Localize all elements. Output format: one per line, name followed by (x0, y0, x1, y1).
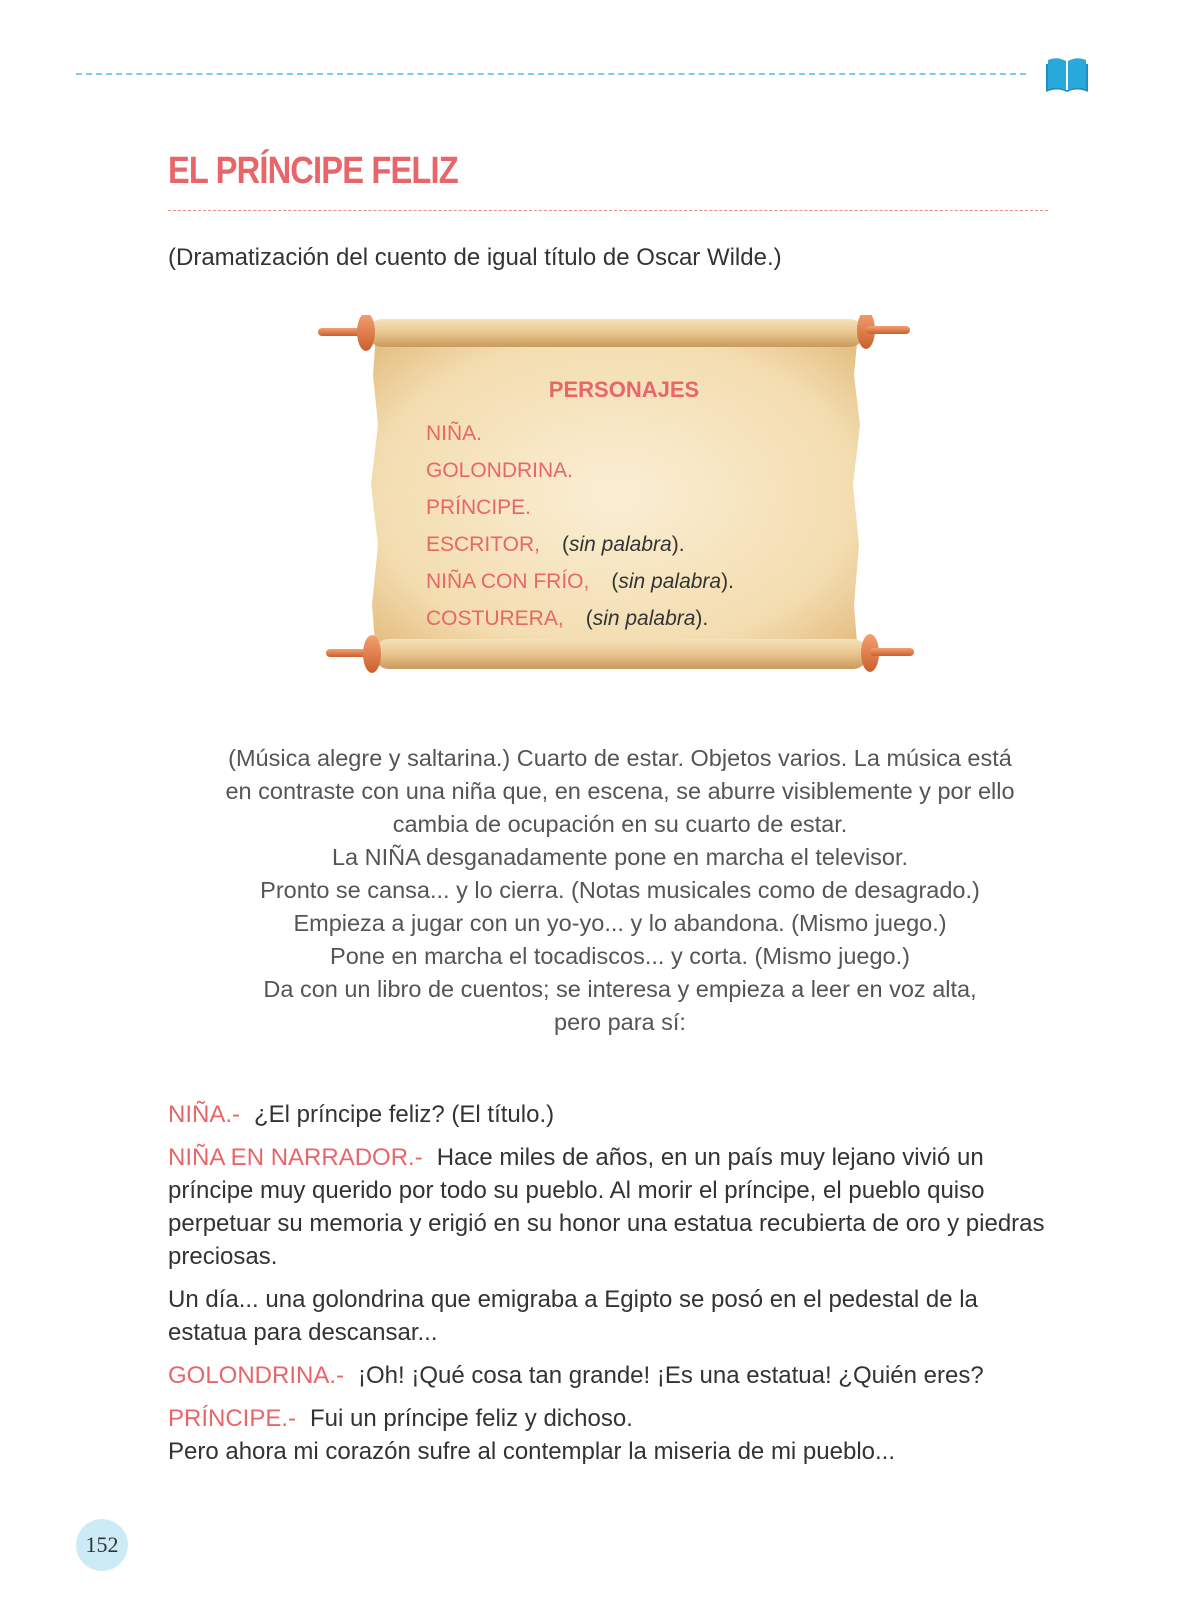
cast-item (426, 489, 734, 526)
stage-line: Pone en marcha el tocadiscos... y corta. (Mismo juego.) (330, 943, 910, 969)
dialogue-line (168, 1098, 1048, 1131)
page-number-badge: 152 (76, 1519, 128, 1571)
header-dashed-rule (76, 73, 1026, 75)
speaker-label: NIÑA EN NARRADOR.- (168, 1144, 423, 1171)
stage-line: Pronto se cansa... y lo cierra. (Notas musicales como de desagrado.) (260, 877, 980, 903)
dialogue-text: Fui un príncipe feliz y dichoso. (310, 1405, 633, 1432)
cast-note: (sin palabra). (611, 570, 734, 593)
stage-line: Da con un libro de cuentos; se interesa y empieza a leer en voz alta, (263, 976, 977, 1002)
dialogue-line (168, 1141, 1048, 1273)
stage-line: pero para sí: (554, 1009, 686, 1035)
cast-role: COSTURERA, (426, 607, 564, 630)
stage-line: en contraste con una niña que, en escena, se aburre visiblemente y por ello (225, 778, 1015, 804)
stage-directions (200, 742, 1040, 1039)
dialogue-text: Hace miles de años, en un país muy lejano vivió un príncipe muy querido por todo su pueblo. Al morir el príncipe, el pueblo quiso perpetuar su memoria y erigió en su honor una estatua recubierta de oro y piedras preciosas. (168, 1144, 1045, 1270)
dialogue (168, 1098, 1048, 1478)
cast-item (426, 563, 734, 600)
open-book-icon (1046, 56, 1088, 92)
stage-line: (Música alegre y saltarina.) Cuarto de estar. Objetos varios. La música está (228, 745, 1012, 771)
dialogue-line (168, 1359, 1048, 1392)
speaker-label: NIÑA.- (168, 1101, 240, 1128)
speaker-label: PRÍNCIPE.- (168, 1405, 297, 1432)
cast-role: PRÍNCIPE. (426, 496, 532, 519)
dialogue-line (168, 1402, 1048, 1435)
page-title: EL PRÍNCIPE FELIZ (168, 150, 458, 192)
cast-item (426, 526, 734, 563)
cast-role: GOLONDRINA. (426, 459, 574, 482)
cast-heading: PERSONAJES (548, 377, 700, 402)
stage-line: Empieza a jugar con un yo-yo... y lo abandona. (Mismo juego.) (293, 910, 947, 936)
stage-line: La NIÑA desganadamente pone en marcha el televisor. (331, 844, 909, 870)
cast-item (426, 600, 734, 637)
stage-line: cambia de ocupación en su cuarto de estar. (392, 811, 848, 837)
dialogue-text: Un día... una golondrina que emigraba a Egipto se posó en el pedestal de la estatua para descansar... (168, 1286, 978, 1346)
dialogue-text: ¡Oh! ¡Qué cosa tan grande! ¡Es una estatua! ¿Quién eres? (358, 1362, 984, 1389)
dialogue-text: ¿El príncipe feliz? (El título.) (254, 1101, 555, 1128)
cast-role: NIÑA. (426, 422, 483, 445)
cast-note: (sin palabra). (561, 533, 685, 556)
subtitle: (Dramatización del cuento de igual título de Oscar Wilde.) (168, 244, 782, 271)
cast-scroll (318, 315, 930, 690)
dialogue-line (168, 1435, 1048, 1468)
dialogue-line (168, 1283, 1048, 1349)
cast-item (426, 452, 734, 489)
cast-list (426, 415, 734, 637)
cast-role: ESCRITOR, (426, 533, 540, 556)
title-dashed-rule (168, 210, 1048, 211)
cast-note: (sin palabra). (585, 607, 709, 630)
cast-item (426, 415, 734, 452)
cast-role: NIÑA CON FRÍO, (426, 570, 590, 593)
dialogue-text: Pero ahora mi corazón sufre al contemplar la miseria de mi pueblo... (168, 1438, 896, 1465)
speaker-label: GOLONDRINA.- (168, 1362, 345, 1389)
